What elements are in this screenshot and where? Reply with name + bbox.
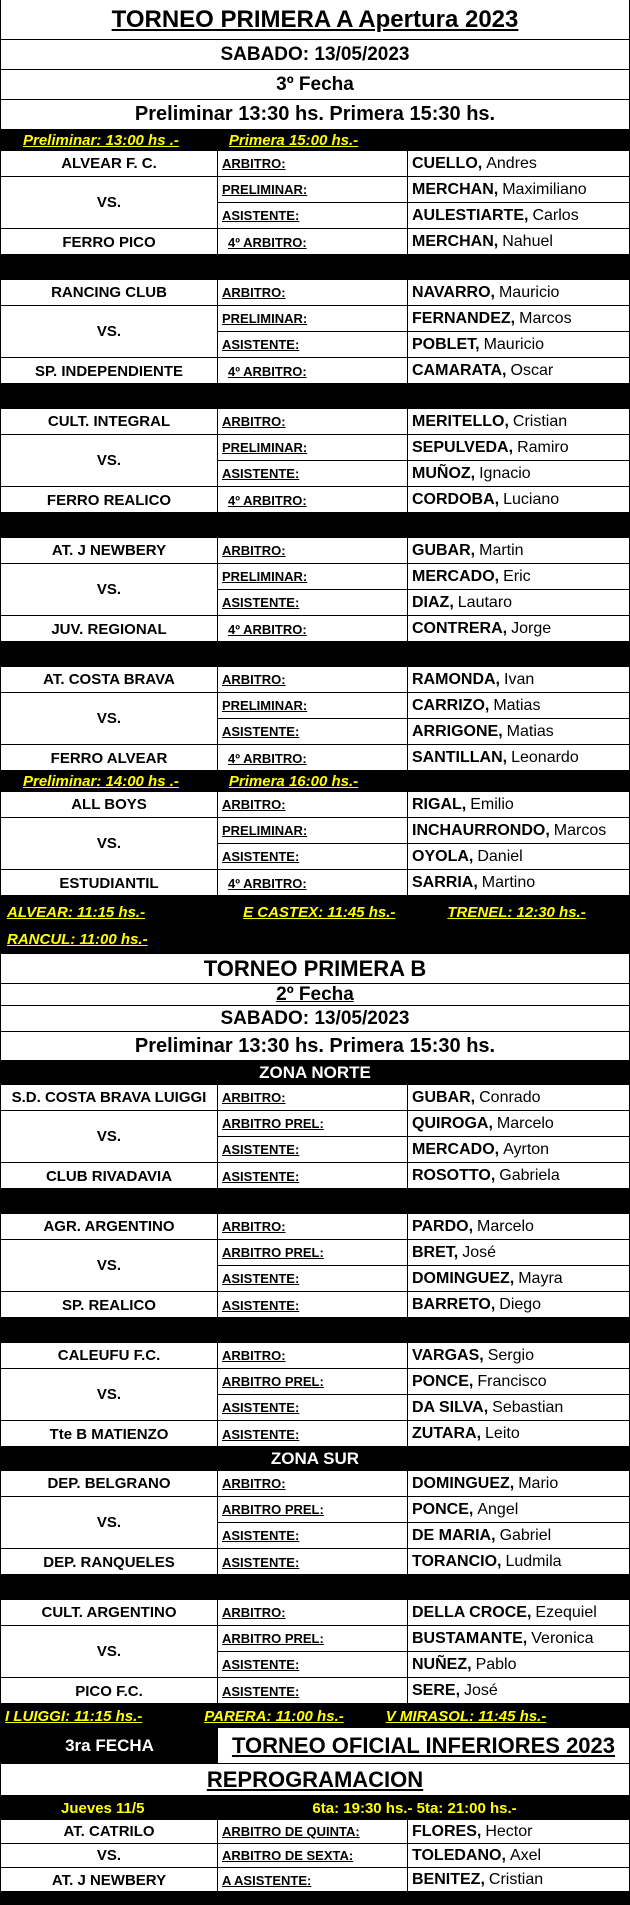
referee-last-name: RAMONDA,	[412, 670, 500, 688]
match-block	[1, 667, 629, 771]
referee-role: ARBITRO:	[218, 1343, 408, 1369]
referee-role: ARBITRO PREL:	[218, 1626, 408, 1652]
referee-name	[408, 332, 629, 358]
reprogramacion-title: REPROGRAMACION	[206, 1766, 424, 1792]
team-away: JUV. REGIONAL	[1, 616, 218, 642]
referee-name	[408, 818, 629, 844]
time-bar-locales-b	[1, 1704, 629, 1728]
referee-last-name: TORANCIO,	[412, 1553, 502, 1570]
vs-label: VS.	[1, 1497, 218, 1549]
team-home: S.D. COSTA BRAVA LUIGGI	[1, 1085, 218, 1111]
torneo-b-fecha-row	[1, 984, 629, 1006]
time-bar-locales-a	[1, 896, 629, 954]
referee-role: ASISTENTE:	[218, 1137, 408, 1163]
referee-name	[408, 1652, 629, 1678]
referee-last-name: OYOLA,	[412, 847, 474, 865]
match-block	[1, 538, 629, 642]
referee-name	[408, 229, 629, 255]
referee-last-name: RIGAL,	[412, 795, 467, 813]
inferiores-title: TORNEO OFICIAL INFERIORES 2023	[231, 1732, 616, 1758]
referee-role: PRELIMINAR:	[218, 177, 408, 203]
referee-first-name: Nahuel	[502, 233, 553, 250]
time-preliminar: Preliminar: 14:00 hs .-	[23, 773, 179, 790]
referee-first-name: Martin	[479, 541, 524, 559]
team-away: DEP. RANQUELES	[1, 1549, 218, 1575]
referee-last-name: BARRETO,	[412, 1296, 496, 1313]
referee-name	[408, 1678, 629, 1704]
referee-last-name: FERNANDEZ,	[412, 309, 516, 327]
torneo-a-date: SABADO: 13/05/2023	[220, 43, 410, 65]
referee-name	[408, 1600, 629, 1626]
inferiores-header-row	[1, 1728, 629, 1764]
referee-role: ARBITRO:	[218, 1085, 408, 1111]
referee-first-name: Lautaro	[457, 593, 513, 611]
separator-bar	[1, 513, 629, 538]
referee-role: ASISTENTE:	[218, 461, 408, 487]
referee-first-name: Gabriel	[499, 1526, 552, 1544]
referee-role: 4º ARBITRO:	[218, 745, 408, 771]
torneo-b-title: TORNEO PRIMERA B	[203, 955, 427, 981]
time-primera: Primera 16:00 hs.-	[228, 773, 359, 790]
referee-name	[408, 177, 629, 203]
separator-bar	[1, 255, 629, 280]
referee-first-name: Mario	[518, 1474, 559, 1492]
referee-name	[408, 1369, 629, 1395]
referee-last-name: DELLA CROCE,	[412, 1603, 532, 1621]
vs-label: VS.	[1, 564, 218, 616]
referee-first-name: Gabriela	[499, 1167, 560, 1184]
inferiores-title-cell	[218, 1728, 629, 1763]
referee-role: ARBITRO PREL:	[218, 1369, 408, 1395]
vs-label: VS.	[1, 177, 218, 229]
referee-last-name: SANTILLAN,	[412, 749, 508, 766]
torneo-a-title-row	[1, 0, 629, 40]
vs-label: VS.	[1, 435, 218, 487]
match-block	[1, 1214, 629, 1318]
referee-role: PRELIMINAR:	[218, 435, 408, 461]
referee-first-name: Ivan	[504, 670, 535, 688]
referee-last-name: DIAZ,	[412, 593, 454, 611]
referee-last-name: SERE,	[412, 1682, 461, 1699]
team-home: DEP. BELGRANO	[1, 1471, 218, 1497]
referee-first-name: Mayra	[518, 1269, 563, 1287]
referee-name	[408, 306, 629, 332]
vs-label: VS.	[1, 1111, 218, 1163]
referee-role: ASISTENTE:	[218, 1549, 408, 1575]
match-block	[1, 1085, 629, 1189]
referee-name	[408, 1214, 629, 1240]
referee-first-name: Maximiliano	[502, 180, 587, 198]
referee-first-name: Daniel	[477, 847, 523, 865]
time-castex: E CASTEX: 11:45 hs.-	[243, 903, 396, 921]
time-preliminar: Preliminar: 13:00 hs .-	[23, 132, 179, 149]
referee-last-name: INCHAURRONDO,	[412, 821, 550, 839]
referee-first-name: Andres	[486, 154, 537, 172]
team-away: SP. INDEPENDIENTE	[1, 358, 218, 384]
team-away: SP. REALICO	[1, 1292, 218, 1318]
referee-name	[408, 1395, 629, 1421]
referee-last-name: CARRIZO,	[412, 696, 490, 714]
referee-name	[408, 1111, 629, 1137]
zona-norte-label: ZONA NORTE	[259, 1063, 371, 1082]
inferiores-fecha: 3ra FECHA	[1, 1728, 218, 1763]
referee-role: ARBITRO DE SEXTA:	[218, 1844, 408, 1868]
referee-name	[408, 792, 629, 818]
separator-bar	[1, 642, 629, 667]
referee-role: ARBITRO:	[218, 667, 408, 693]
referee-first-name: Marcelo	[477, 1217, 534, 1235]
team-away: Tte B MATIENZO	[1, 1421, 218, 1447]
torneo-b-schedule: Preliminar 13:30 hs. Primera 15:30 hs.	[134, 1034, 496, 1057]
referee-name	[408, 1137, 629, 1163]
referee-name	[408, 745, 629, 771]
torneo-a-title: TORNEO PRIMERA A Apertura 2023	[111, 5, 519, 33]
referee-first-name: Eric	[503, 567, 531, 585]
referee-first-name: Leonardo	[511, 749, 579, 766]
referee-last-name: NAVARRO,	[412, 283, 495, 301]
vs-label: VS.	[1, 1626, 218, 1678]
referee-first-name: Ignacio	[479, 464, 531, 482]
vs-label: VS.	[1, 1240, 218, 1292]
referee-first-name: Cristian	[488, 1871, 544, 1888]
separator-bar	[1, 384, 629, 409]
referee-first-name: Hector	[485, 1822, 533, 1840]
referee-name	[408, 1292, 629, 1318]
referee-name	[408, 358, 629, 384]
referee-role: ARBITRO:	[218, 409, 408, 435]
team-away: FERRO PICO	[1, 229, 218, 255]
referee-first-name: Axel	[509, 1846, 542, 1864]
team-home: AT. CATRILO	[1, 1820, 218, 1844]
referee-first-name: Francisco	[477, 1372, 547, 1390]
team-home: AT. J NEWBERY	[1, 538, 218, 564]
referee-name	[408, 870, 629, 896]
referee-last-name: NUÑEZ,	[412, 1655, 472, 1673]
referee-role: ASISTENTE:	[218, 1652, 408, 1678]
referee-name	[408, 1844, 629, 1868]
team-home: CULT. ARGENTINO	[1, 1600, 218, 1626]
torneo-b-title-row	[1, 954, 629, 984]
referee-role: ARBITRO PREL:	[218, 1111, 408, 1137]
match-block	[1, 1343, 629, 1447]
referee-last-name: MERCHAN,	[412, 180, 499, 198]
referee-name	[408, 1240, 629, 1266]
referee-last-name: DA SILVA,	[412, 1398, 489, 1416]
referee-first-name: José	[462, 1243, 497, 1261]
referee-name	[408, 538, 629, 564]
referee-role: ASISTENTE:	[218, 1421, 408, 1447]
time-parera: PARERA: 11:00 hs.-	[204, 1707, 344, 1725]
referee-name	[408, 590, 629, 616]
referee-role: ASISTENTE:	[218, 1523, 408, 1549]
referee-role: 4º ARBITRO:	[218, 870, 408, 896]
zona-norte-bar	[1, 1061, 629, 1085]
time-primera: Primera 15:00 hs.-	[228, 132, 359, 149]
time-rancul: RANCUL: 11:00 hs.-	[7, 930, 148, 948]
referee-first-name: Martino	[481, 874, 536, 891]
torneo-a-matches-group-2	[1, 792, 629, 896]
referee-last-name: GUBAR,	[412, 1088, 476, 1106]
referee-last-name: VARGAS,	[412, 1346, 484, 1364]
team-home: CULT. INTEGRAL	[1, 409, 218, 435]
referee-first-name: Ayrton	[503, 1140, 550, 1158]
referee-role: PRELIMINAR:	[218, 818, 408, 844]
match-block	[1, 151, 629, 255]
referee-last-name: AULESTIARTE,	[412, 206, 529, 224]
referee-role: 4º ARBITRO:	[218, 358, 408, 384]
vs-label: VS.	[1, 306, 218, 358]
referee-first-name: José	[464, 1682, 498, 1699]
team-away: ESTUDIANTIL	[1, 870, 218, 896]
match-inferiores	[1, 1820, 629, 1892]
referee-last-name: POBLET,	[412, 335, 480, 353]
referee-last-name: ZUTARA,	[412, 1425, 482, 1442]
referee-role: 4º ARBITRO:	[218, 616, 408, 642]
referee-name	[408, 1523, 629, 1549]
referee-name	[408, 461, 629, 487]
referee-last-name: DOMINGUEZ,	[412, 1269, 515, 1287]
referee-last-name: BRET,	[412, 1243, 459, 1261]
referee-first-name: Leito	[485, 1425, 520, 1442]
referee-last-name: BUSTAMANTE,	[412, 1629, 528, 1647]
referee-last-name: ROSOTTO,	[412, 1167, 496, 1184]
referee-last-name: MERCADO,	[412, 1140, 500, 1158]
referee-first-name: Luciano	[503, 491, 560, 508]
referee-role: ARBITRO:	[218, 151, 408, 177]
referee-last-name: CORDOBA,	[412, 491, 500, 508]
referee-last-name: PARDO,	[412, 1217, 474, 1235]
referee-last-name: MERCADO,	[412, 567, 500, 585]
referee-name	[408, 1497, 629, 1523]
referee-role: PRELIMINAR:	[218, 306, 408, 332]
referee-name	[408, 667, 629, 693]
referee-name	[408, 487, 629, 513]
referee-first-name: Pablo	[475, 1655, 517, 1673]
referee-first-name: Sergio	[487, 1346, 534, 1364]
referee-name	[408, 203, 629, 229]
time-trenel: TRENEL: 12:30 hs.-	[447, 903, 586, 921]
referee-role: ARBITRO:	[218, 792, 408, 818]
vs-label: VS.	[1, 1844, 218, 1868]
team-home: AGR. ARGENTINO	[1, 1214, 218, 1240]
zona-sur-bar	[1, 1447, 629, 1471]
referee-name	[408, 1549, 629, 1575]
referee-first-name: Ludmila	[505, 1553, 562, 1570]
referee-name	[408, 1421, 629, 1447]
referee-first-name: Diego	[499, 1296, 542, 1313]
team-home: AT. COSTA BRAVA	[1, 667, 218, 693]
team-away: PICO F.C.	[1, 1678, 218, 1704]
torneo-a-fecha-row	[1, 70, 629, 100]
referee-first-name: Conrado	[479, 1088, 541, 1106]
referee-last-name: BENITEZ,	[412, 1871, 485, 1888]
referee-last-name: QUIROGA,	[412, 1114, 493, 1132]
vs-label: VS.	[1, 1369, 218, 1421]
referee-first-name: Cristian	[512, 412, 568, 430]
referee-role: ARBITRO:	[218, 1471, 408, 1497]
separator-bar	[1, 1575, 629, 1600]
zona-norte-matches	[1, 1085, 629, 1447]
team-home: ALL BOYS	[1, 792, 218, 818]
referee-last-name: DOMINGUEZ,	[412, 1474, 515, 1492]
referee-role: 4º ARBITRO:	[218, 229, 408, 255]
referee-name	[408, 719, 629, 745]
separator-bar	[1, 1189, 629, 1214]
reprogramacion-row	[1, 1764, 629, 1796]
zona-sur-label: ZONA SUR	[270, 1449, 360, 1468]
team-away: AT. J NEWBERY	[1, 1868, 218, 1892]
referee-name	[408, 693, 629, 719]
match-block	[1, 1471, 629, 1575]
team-home: CALEUFU F.C.	[1, 1343, 218, 1369]
referee-name	[408, 1085, 629, 1111]
referee-role: ASISTENTE:	[218, 1292, 408, 1318]
referee-last-name: MERITELLO,	[412, 412, 509, 430]
referee-first-name: Veronica	[531, 1629, 594, 1647]
footer-black-bar	[1, 1892, 629, 1905]
torneo-b-date-row	[1, 1006, 629, 1032]
referee-first-name: Marcos	[519, 309, 572, 327]
inferiores-times: 6ta: 19:30 hs.- 5ta: 21:00 hs.-	[312, 1799, 517, 1817]
referee-name	[408, 435, 629, 461]
referee-last-name: SARRIA,	[412, 874, 478, 891]
referee-last-name: CAMARATA,	[412, 362, 507, 379]
referee-name	[408, 1471, 629, 1497]
torneo-a-schedule: Preliminar 13:30 hs. Primera 15:30 hs.	[134, 103, 496, 125]
referee-name	[408, 1626, 629, 1652]
match-block	[1, 280, 629, 384]
referee-last-name: PONCE,	[412, 1500, 474, 1518]
referee-first-name: Angel	[477, 1500, 519, 1518]
locales-a-line-2	[1, 926, 629, 953]
referee-last-name: PONCE,	[412, 1372, 474, 1390]
referee-first-name: Sebastian	[492, 1398, 564, 1416]
referee-name	[408, 1266, 629, 1292]
referee-role: ASISTENTE:	[218, 1395, 408, 1421]
referee-first-name: Jorge	[511, 620, 552, 637]
referee-last-name: ARRIGONE,	[412, 722, 503, 740]
time-bar-a1	[1, 130, 629, 151]
referee-name	[408, 1163, 629, 1189]
referee-role: ASISTENTE:	[218, 719, 408, 745]
referee-role: ARBITRO:	[218, 1600, 408, 1626]
torneo-a-date-row	[1, 40, 629, 70]
time-mirasol: V MIRASOL: 11:45 hs.-	[385, 1707, 547, 1725]
referee-first-name: Ezequiel	[535, 1603, 597, 1621]
referee-name	[408, 151, 629, 177]
referee-last-name: MERCHAN,	[412, 233, 499, 250]
referee-first-name: Matias	[493, 696, 541, 714]
team-home: RANCING CLUB	[1, 280, 218, 306]
referee-name	[408, 616, 629, 642]
referee-first-name: Carlos	[532, 206, 579, 224]
referee-role: ASISTENTE:	[218, 844, 408, 870]
torneo-a-matches-group-1	[1, 151, 629, 771]
referee-role: PRELIMINAR:	[218, 564, 408, 590]
referee-role: 4º ARBITRO:	[218, 487, 408, 513]
referee-first-name: Mauricio	[498, 283, 560, 301]
time-luiggi: I LUIGGI: 11:15 hs.-	[5, 1707, 143, 1725]
referee-last-name: TOLEDANO,	[412, 1846, 506, 1864]
referee-first-name: Marcos	[553, 821, 607, 839]
team-home: ALVEAR F. C.	[1, 151, 218, 177]
torneo-a-fecha: 3º Fecha	[276, 73, 354, 95]
referee-last-name: CONTRERA,	[412, 620, 508, 637]
referee-role: ARBITRO:	[218, 280, 408, 306]
referee-first-name: Mauricio	[483, 335, 545, 353]
vs-label: VS.	[1, 693, 218, 745]
referee-role: ASISTENTE:	[218, 1678, 408, 1704]
time-alvear: ALVEAR: 11:15 hs.-	[7, 903, 146, 921]
referee-first-name: Matias	[506, 722, 554, 740]
referee-role: ASISTENTE:	[218, 590, 408, 616]
time-bar-a2	[1, 771, 629, 792]
referee-first-name: Marcelo	[496, 1114, 554, 1132]
referee-role: ARBITRO:	[218, 538, 408, 564]
referee-role: ASISTENTE:	[218, 203, 408, 229]
inferiores-day: Jueves 11/5	[61, 1799, 145, 1817]
torneo-b-date: SABADO: 13/05/2023	[220, 1007, 410, 1029]
torneo-b-schedule-row	[1, 1032, 629, 1061]
referee-role: ASISTENTE:	[218, 1266, 408, 1292]
referee-name	[408, 564, 629, 590]
torneo-b-fecha: 2º Fecha	[276, 983, 354, 1005]
referee-last-name: GUBAR,	[412, 541, 476, 559]
referee-first-name: Ramiro	[517, 438, 569, 456]
referee-role: ARBITRO PREL:	[218, 1240, 408, 1266]
torneo-a-schedule-row	[1, 100, 629, 130]
referee-role: ASISTENTE:	[218, 1163, 408, 1189]
inferiores-time-bar	[1, 1796, 629, 1820]
referee-last-name: FLORES,	[412, 1822, 482, 1840]
referee-role: ARBITRO DE QUINTA:	[218, 1820, 408, 1844]
separator-bar	[1, 1318, 629, 1343]
referee-first-name: Oscar	[510, 362, 554, 379]
referee-name	[408, 844, 629, 870]
referee-name	[408, 280, 629, 306]
match-block	[1, 792, 629, 896]
team-away: CLUB RIVADAVIA	[1, 1163, 218, 1189]
referee-name	[408, 1343, 629, 1369]
referee-role: ASISTENTE:	[218, 332, 408, 358]
match-block	[1, 409, 629, 513]
referee-name	[408, 1820, 629, 1844]
zona-sur-matches	[1, 1471, 629, 1704]
referee-name	[408, 409, 629, 435]
referee-last-name: DE MARIA,	[412, 1526, 496, 1544]
referee-last-name: SEPULVEDA,	[412, 438, 514, 456]
referee-role: ARBITRO:	[218, 1214, 408, 1240]
match-block	[1, 1600, 629, 1704]
locales-a-line-1	[1, 899, 629, 926]
referee-last-name: CUELLO,	[412, 154, 483, 172]
referee-first-name: Emilio	[470, 795, 514, 813]
vs-label: VS.	[1, 818, 218, 870]
referee-name	[408, 1868, 629, 1892]
referee-last-name: MUÑOZ,	[412, 464, 476, 482]
team-away: FERRO REALICO	[1, 487, 218, 513]
referee-role: PRELIMINAR:	[218, 693, 408, 719]
team-away: FERRO ALVEAR	[1, 745, 218, 771]
referee-role: ARBITRO PREL:	[218, 1497, 408, 1523]
referee-role: A ASISTENTE:	[218, 1868, 408, 1892]
